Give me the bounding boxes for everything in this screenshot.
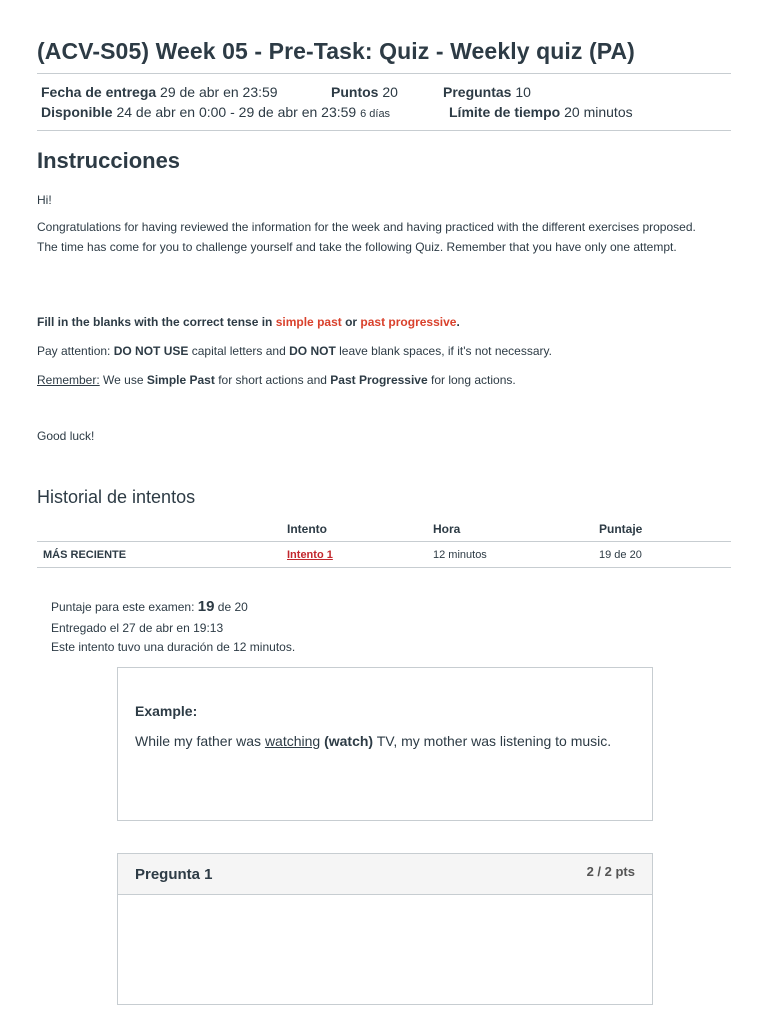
points-label: Puntos xyxy=(331,84,379,100)
questions-value: 10 xyxy=(515,84,531,100)
instructions-remember xyxy=(37,371,717,391)
pay-text-2: capital letters and xyxy=(188,344,290,358)
question-title: Pregunta 1 xyxy=(135,866,213,883)
points-value: 20 xyxy=(382,84,398,100)
duration-text: Este intento tuvo una duración de 12 minutos. xyxy=(51,640,296,654)
example-text-a: While my father was xyxy=(135,733,265,749)
example-text xyxy=(135,730,635,753)
score-suffix: de 20 xyxy=(214,600,248,614)
do-not-use-text: DO NOT USE xyxy=(113,344,189,358)
attempt-score: 19 de 20 xyxy=(599,542,731,568)
due-label: Fecha de entrega xyxy=(41,84,157,100)
remember-label: Remember: xyxy=(37,373,100,387)
due-value: 29 de abr en 23:59 xyxy=(160,84,278,100)
score-value: 19 xyxy=(197,598,215,615)
column-header-score: Puntaje xyxy=(599,516,731,542)
divider xyxy=(37,73,731,74)
past-progressive-label: past progressive xyxy=(360,315,457,329)
dot-text: . xyxy=(456,315,460,329)
example-label: Example: xyxy=(135,703,198,719)
submitted-text: Entregado el 27 de abr en 19:13 xyxy=(51,621,224,635)
remember-text: We use xyxy=(99,373,147,387)
good-luck-text: Good luck! xyxy=(37,429,95,443)
column-header-attempt: Intento xyxy=(287,516,433,542)
available-value: 24 de abr en 0:00 - 29 de abr en 23:59 xyxy=(116,104,357,120)
instructions-intro: Congratulations for having reviewed the information for the week and having practiced with the different exercises proposed. The time has come for you to challenge yourself and take the following Quiz. Remember that you have only one attempt. xyxy=(37,220,696,254)
simple-past-bold: Simple Past xyxy=(146,373,215,387)
example-answer: watching xyxy=(264,733,321,749)
instructions-heading: Instrucciones xyxy=(37,148,181,173)
quiz-meta-row-2 xyxy=(41,104,731,122)
question-points: 2 / 2 pts xyxy=(586,864,635,879)
table-header-row xyxy=(37,516,731,542)
or-text: or xyxy=(341,315,361,329)
remember-text-2: for short actions and xyxy=(214,373,331,387)
instructions-pay-attention xyxy=(37,342,717,362)
time-limit-value: 20 minutos xyxy=(564,104,633,120)
attempt-link[interactable]: Intento 1 xyxy=(287,548,333,561)
past-progressive-bold: Past Progressive xyxy=(330,373,428,387)
simple-past-label: simple past xyxy=(275,315,342,329)
quiz-score xyxy=(51,598,248,615)
table-row xyxy=(37,542,731,568)
score-label: Puntaje para este examen: xyxy=(51,600,198,614)
example-text-b: TV, my mother was listening to music. xyxy=(373,733,612,749)
quiz-meta-row-1 xyxy=(41,84,731,102)
fill-text: Fill in the blanks with the correct tense in xyxy=(37,315,276,329)
questions-label: Preguntas xyxy=(443,84,512,100)
divider xyxy=(37,130,731,131)
available-days: 6 días xyxy=(360,108,391,120)
time-limit-label: Límite de tiempo xyxy=(449,104,561,120)
example-verb: (watch) xyxy=(324,733,374,749)
example-box xyxy=(117,667,653,821)
attempt-history-heading: Historial de intentos xyxy=(37,487,196,507)
instructions-hi: Hi! xyxy=(37,193,52,207)
question-header xyxy=(118,854,652,895)
attempt-time: 12 minutos xyxy=(433,542,599,568)
column-header xyxy=(37,516,287,542)
quiz-title: (ACV-S05) Week 05 - Pre-Task: Quiz - Weekly quiz (PA) xyxy=(37,38,635,64)
question-card xyxy=(117,853,653,1005)
available-label: Disponible xyxy=(41,104,113,120)
column-header-time: Hora xyxy=(433,516,599,542)
do-not-text: DO NOT xyxy=(289,344,336,358)
pay-text: Pay attention: xyxy=(37,344,114,358)
remember-text-3: for long actions. xyxy=(427,373,516,387)
pay-text-3: leave blank spaces, if it's not necessary. xyxy=(335,344,552,358)
attempt-history-table xyxy=(37,516,731,568)
most-recent-label: MÁS RECIENTE xyxy=(37,542,287,568)
instructions-fill xyxy=(37,313,717,333)
